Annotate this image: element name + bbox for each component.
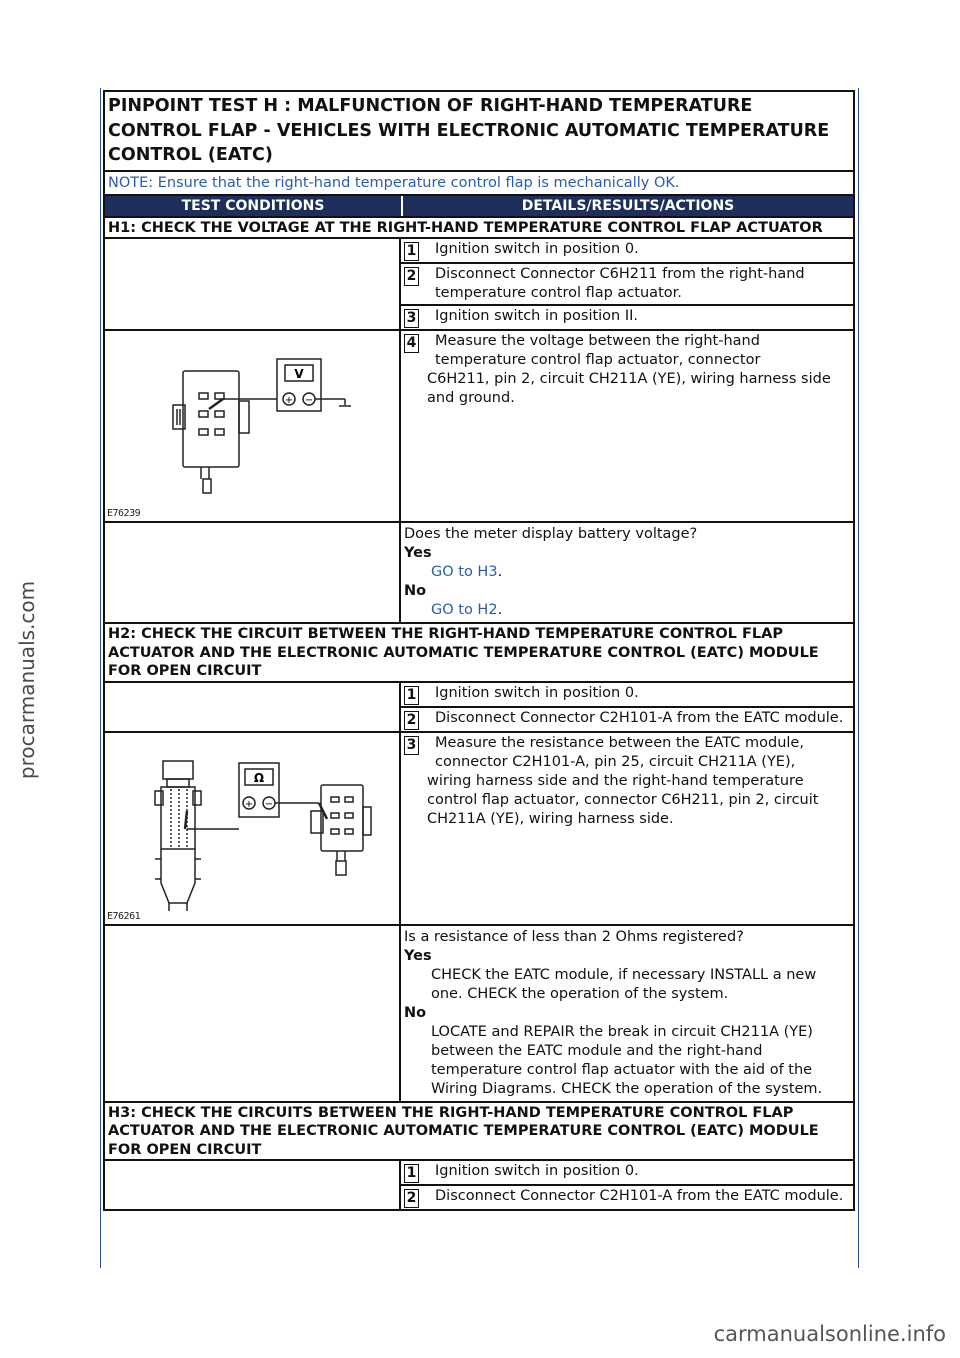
- h1-steps-row: [105, 239, 853, 331]
- step-item: [401, 331, 853, 409]
- step-text: Disconnect Connector C2H101-A from the EATC module.: [435, 1188, 844, 1204]
- h2-result-row: [105, 926, 853, 1103]
- figure-caption: E76239: [107, 508, 141, 519]
- step-number: 3: [404, 309, 419, 328]
- step-number: 1: [404, 1164, 419, 1183]
- step-text: Disconnect Connector C6H211 from the right-hand temperature control flap actuator.: [435, 266, 805, 301]
- step-item: [401, 264, 853, 306]
- header-details: DETAILS/RESULTS/ACTIONS: [521, 197, 735, 214]
- figure-caption: E76261: [107, 910, 141, 922]
- yes-label: Yes: [404, 545, 432, 561]
- left-margin-rule: [100, 88, 101, 1268]
- h1-figure-row: [105, 331, 853, 523]
- step-item: [401, 708, 853, 731]
- step-number: 1: [404, 686, 419, 705]
- step-number: 1: [404, 242, 419, 261]
- no-label: No: [404, 583, 427, 599]
- h3-steps-row: [105, 1161, 853, 1209]
- h1-result-row: Does the meter display battery voltage? Yes GO to H3. No GO to H2.: [105, 523, 853, 624]
- step-item: [401, 733, 853, 830]
- step-number: 2: [404, 1189, 419, 1208]
- yes-label: Yes: [404, 947, 432, 964]
- step-text: Measure the resistance between the EATC module, connector C2H101-A, pin 25, circuit CH211A (YE),: [435, 734, 804, 770]
- minus-symbol: −: [264, 798, 274, 810]
- step-text: Measure the voltage between the right-hand temperature control flap actuator, connector: [435, 333, 761, 368]
- h3-heading: H3: CHECK THE CIRCUITS BETWEEN THE RIGHT-HAND TEMPERATURE CONTROL FLAP ACTUATOR AND THE ELECTRONIC AUTOMATIC TEMPERATURE CONTROL (EATC) MODULE FOR OPEN CIRCUIT: [105, 1103, 853, 1162]
- voltage-diagram: [105, 331, 401, 521]
- voltage-meter-figure: [105, 331, 399, 521]
- header-test-conditions: TEST CONDITIONS: [105, 196, 403, 216]
- goto-h3-link[interactable]: GO to H3: [431, 564, 498, 580]
- side-watermark: procarmanuals.com: [15, 580, 39, 780]
- bottom-watermark: carmanualsonline.info: [713, 1322, 946, 1346]
- no-action: LOCATE and REPAIR the break in circuit CH211A (YE) between the EATC module and the right-hand temperature control flap actuator with the aid of the Wiring Diagrams. CHECK the operation of the system.: [431, 1023, 823, 1097]
- h2-steps-row: [105, 683, 853, 733]
- resistance-diagram: [105, 733, 401, 924]
- pinpoint-test-table: [103, 90, 855, 1211]
- step-text: Ignition switch in position II.: [435, 308, 639, 324]
- h2-figure-row: [105, 733, 853, 926]
- step-item: [401, 1161, 853, 1186]
- right-margin-rule: [858, 88, 859, 1268]
- step-number: 2: [404, 267, 419, 286]
- step-text: Disconnect Connector C2H101-A from the EATC module.: [435, 709, 844, 726]
- resistance-meter-figure: [105, 733, 399, 924]
- h2-heading: H2: CHECK THE CIRCUIT BETWEEN THE RIGHT-HAND TEMPERATURE CONTROL FLAP ACTUATOR AND THE ELECTRONIC AUTOMATIC TEMPERATURE CONTROL (EATC) MODULE FOR OPEN CIRCUIT: [105, 624, 853, 683]
- no-label: No: [404, 1004, 427, 1021]
- step-number: 2: [404, 711, 419, 730]
- step-item: [401, 306, 853, 329]
- minus-symbol: −: [304, 395, 314, 406]
- step-text-continued: C6H211, pin 2, circuit CH211A (YE), wiring harness side and ground.: [427, 371, 831, 406]
- step-number: 3: [404, 736, 419, 755]
- plus-symbol: +: [244, 798, 254, 810]
- step-text: Ignition switch in position 0.: [435, 1163, 639, 1179]
- step-text-continued: wiring harness side and the right-hand temperature control flap actuator, connector C6H211, pin 2, circuit CH211A (YE), wiring harness side.: [427, 772, 819, 827]
- plus-symbol: +: [284, 395, 294, 406]
- meter-symbol: Ω: [253, 770, 265, 785]
- step-item: [401, 239, 853, 264]
- h1-heading: H1: CHECK THE VOLTAGE AT THE RIGHT-HAND TEMPERATURE CONTROL FLAP ACTUATOR: [105, 218, 853, 240]
- meter-symbol: V: [294, 367, 304, 381]
- goto-h2-link[interactable]: GO to H2: [431, 602, 498, 618]
- step-item: [401, 683, 853, 708]
- step-text: Ignition switch in position 0.: [435, 684, 639, 701]
- question-text: Does the meter display battery voltage?: [404, 526, 698, 542]
- page-title: PINPOINT TEST H : MALFUNCTION OF RIGHT-HAND TEMPERATURE CONTROL FLAP - VEHICLES WITH ELECTRONIC AUTOMATIC TEMPERATURE CONTROL (EATC): [105, 92, 853, 172]
- note-text: NOTE: Ensure that the right-hand temperature control flap is mechanically OK.: [105, 172, 853, 196]
- step-number: 4: [404, 334, 419, 353]
- step-item: [401, 1186, 853, 1209]
- column-header-row: [105, 196, 853, 218]
- yes-action: CHECK the EATC module, if necessary INSTALL a new one. CHECK the operation of the system.: [431, 966, 817, 1002]
- step-text: Ignition switch in position 0.: [435, 241, 639, 257]
- question-text: Is a resistance of less than 2 Ohms registered?: [404, 928, 744, 945]
